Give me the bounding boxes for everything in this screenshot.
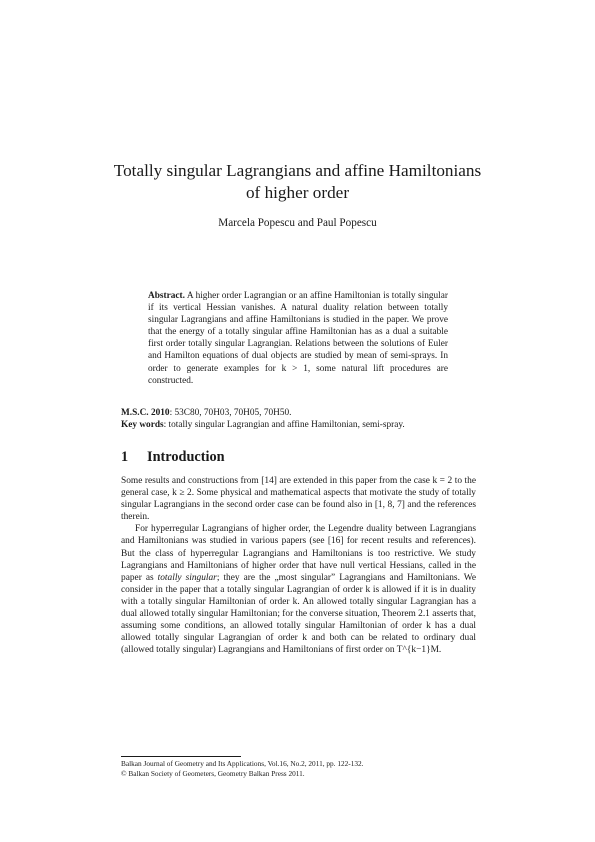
abstract-text: A higher order Lagrangian or an affine Hamiltonian is totally singular if its vertical Hessian vanishes. A natural duality relation between totally singular Lagrangians and affine Hamiltonians is studied in the paper. We prove that the energy of a totally singular affine Hamiltonian has as a dual a suitable first order totally singular Lagrangian. Relations between the solutions of Euler and Hamilton equations of dual objects are studied by mean of semi-sprays. In order to generate examples for k > 1, some natural lift procedures are constructed. — [148, 291, 448, 386]
msc-label: M.S.C. 2010 — [121, 408, 170, 418]
keywords-text: : totally singular Lagrangian and affine Hamiltonian, semi-spray. — [163, 420, 405, 431]
footnotes — [121, 759, 481, 779]
authors: Marcela Popescu and Paul Popescu — [218, 217, 377, 229]
section-heading — [121, 449, 225, 466]
paper-title — [100, 160, 495, 204]
msc-codes: : 53C80, 70H03, 70H05, 70H50. — [169, 408, 292, 418]
emphasis-totally-singular: totally singular — [157, 572, 217, 583]
journal-footnote: Balkan Journal of Geometry and Its Applications, Vol.16, No.2, 2011, pp. 122-132. — [121, 759, 364, 768]
section-title: Introduction — [147, 449, 225, 465]
abstract — [148, 290, 448, 387]
msc-line — [121, 407, 476, 419]
title-line-1: Totally singular Lagrangians and affine Hamiltonians — [113, 161, 482, 180]
title-line-2: of higher order — [245, 183, 350, 202]
paragraph-1: Some results and constructions from [14] are extended in this paper from the case k = 2 to the general case, k ≥ 2. Some physical and mathematical aspects that motivate the study of totally singular Lagrangians in the second order case can be found also in [1, 8, 7] and the references therein. — [121, 476, 476, 523]
paragraph-2-part-b: ; they are the „most singular” Lagrangians and Hamiltonians. We consider in the paper that a totally singular Lagrangian of order k is allowed if it is in duality with a totally singular Hamiltonian of order k. An allowed totally singular Lagrangian has a dual allowed totally singular Hamiltonian; for the converse situation, Theorem 2.1 asserts that, assuming some conditions, an allowed totally singular Hamiltonian of order k has a dual allowed totally singular Lagrangian of order k and both can be related to ordinary dual (allowed totally singular) Lagrangians and Hamiltonians of first order on T^{k−1}M. — [121, 572, 477, 656]
copyright-footnote: © Balkan Society of Geometers, Geometry Balkan Press 2011. — [121, 769, 305, 778]
abstract-label: Abstract. — [148, 291, 185, 301]
section-number: 1 — [121, 449, 129, 465]
keywords-line — [121, 419, 476, 431]
classification — [121, 407, 476, 431]
paragraph-2-part-a: For hyperregular Lagrangians of higher order, the Legendre duality between Lagrangians and Hamiltonians was studied in various papers (see [16] for recent results and references). But the class of hyperregular Lagrangians and Hamiltonians is too restrictive. We study Lagrangians and Hamiltonians of higher order that have null vertical Hessians, called in the paper as — [121, 524, 476, 583]
keywords-label: Key words — [121, 420, 164, 431]
footnote-divider — [121, 756, 241, 757]
paragraph-2 — [121, 523, 476, 656]
introduction-body — [121, 475, 476, 656]
